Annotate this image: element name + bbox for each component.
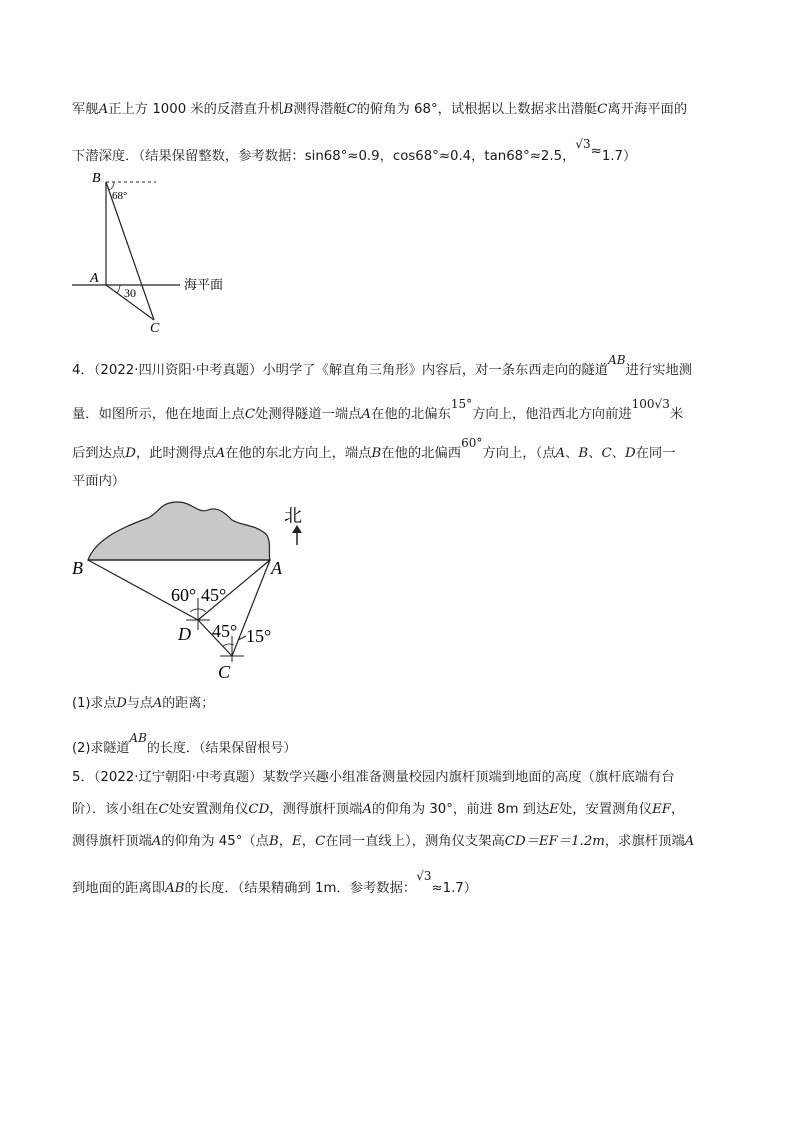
label-C: C	[218, 662, 231, 682]
var-E: E	[549, 802, 559, 817]
text: (2)求隧道	[72, 741, 130, 756]
text: 的距离；	[162, 696, 215, 711]
text: 进行实地测	[625, 363, 693, 378]
text: 下潜深度．（结果保留整数，参考数据：sin68°≈0.9，cos68°≈0.4，tan68°≈2.5，	[72, 149, 576, 164]
text: 的俯角为 68°，试根据以上数据求出潜艇	[356, 102, 598, 117]
var-D: D	[116, 696, 127, 711]
var-C: C	[346, 102, 357, 117]
var-C: C	[597, 102, 608, 117]
q3-line2	[72, 137, 637, 167]
q5-line1	[72, 768, 675, 788]
text: 量．如图所示，他在地面上点	[72, 407, 245, 422]
q5-line3	[72, 832, 694, 852]
var-A: A	[98, 102, 109, 117]
text: ，	[671, 802, 685, 817]
q4-sub2	[72, 731, 297, 759]
q4-sub1	[72, 694, 214, 714]
text: 处测得隧道一端点	[255, 407, 362, 422]
text: ≈1.7）	[431, 881, 478, 896]
text: 的仰角为 45°（点	[161, 834, 269, 849]
text: 在他的北偏东	[371, 407, 451, 422]
angle-68-arc	[109, 182, 114, 190]
north-arrow-icon	[292, 525, 302, 533]
var-A: A	[362, 802, 372, 817]
label-angle-45-top: 45°	[201, 585, 227, 605]
label-D: D	[178, 624, 191, 644]
label-angle-60: 60°	[171, 585, 197, 605]
label-A: A	[90, 271, 99, 286]
text: 在他的北偏西	[381, 446, 462, 461]
sqrt3: √3	[575, 137, 591, 151]
label-north: 北	[284, 506, 302, 526]
q5-line2	[72, 800, 684, 820]
text: 方向上，他沿西北方向前进	[472, 407, 632, 422]
text: 的长度．（结果保留根号）	[146, 741, 297, 756]
label-angle-68: 68°	[112, 190, 128, 202]
var-EF: EF	[652, 802, 672, 817]
var-AB: AB	[608, 353, 626, 367]
q4-line2	[72, 397, 684, 425]
var-B: B	[578, 446, 589, 461]
sep: 、	[565, 446, 579, 461]
distance-value: 100√3	[631, 397, 670, 411]
text: ，此时测得点	[135, 446, 216, 461]
var-A: A	[555, 446, 566, 461]
var-AB: AB	[165, 881, 185, 896]
q4-figure	[68, 500, 318, 686]
sqrt3: √3	[416, 869, 432, 883]
var-A: A	[215, 446, 226, 461]
text: 测得潜艇	[293, 102, 347, 117]
text: 的仰角为 30°，前进 8m 到达	[371, 802, 550, 817]
var-C: C	[158, 802, 169, 817]
text: 测得旗杆顶端	[72, 834, 152, 849]
text: 处，安置测角仪	[559, 802, 653, 817]
var-B: B	[268, 834, 279, 849]
q5-line4	[72, 869, 478, 899]
angle-15: 15°	[450, 397, 473, 411]
text: 离开海平面的	[607, 102, 688, 117]
text: 在他的东北方向上，端点	[225, 446, 372, 461]
approx-sign: ≈	[590, 144, 602, 159]
text: 军舰	[72, 102, 99, 117]
text: (1)求点	[72, 696, 117, 711]
var-A: A	[151, 834, 162, 849]
text: 5．（2022·辽宁朝阳·中考真题）某数学兴趣小组准备测量校园内旗杆顶端到地面的高度（旗杆底端有台	[72, 770, 675, 785]
label-angle-15: 15°	[246, 626, 272, 646]
text: 的长度．（结果精确到 1m．参考数据：	[184, 881, 417, 896]
text: 正上方 1000 米的反潜直升机	[108, 102, 284, 117]
var-E: E	[292, 834, 302, 849]
var-CD: CD	[248, 802, 270, 817]
text: 在同一	[635, 446, 676, 461]
label-angle-30: 30	[124, 286, 136, 300]
var-A: A	[684, 834, 695, 849]
var-A: A	[152, 696, 163, 711]
text: 阶）．该小组在	[72, 802, 159, 817]
var-C: C	[315, 834, 326, 849]
angle-30-arc	[117, 285, 120, 293]
text: 方向上，（点	[482, 446, 556, 461]
label-A: A	[271, 558, 282, 578]
var-D: D	[125, 446, 136, 461]
sep: 、	[588, 446, 602, 461]
q3-line1	[72, 100, 687, 120]
text: ，测得旗杆顶端	[269, 802, 363, 817]
var-B: B	[371, 446, 382, 461]
text: ，求旗杆顶端	[604, 834, 685, 849]
q4-line3	[72, 436, 676, 464]
text: 在同一直线上），测角仪支架高	[325, 834, 505, 849]
tunnel-mountain	[88, 502, 270, 560]
sep: ，	[278, 834, 293, 849]
text: 与点	[126, 696, 153, 711]
label-B: B	[72, 558, 83, 578]
label-sea-level: 海平面	[184, 277, 224, 292]
text: 到地面的距离即	[72, 881, 166, 896]
q4-line1	[72, 353, 693, 381]
var-B: B	[283, 102, 294, 117]
equation-height: CD＝EF＝1.2m	[504, 834, 605, 849]
sep: ，	[301, 834, 316, 849]
angle-60: 60°	[461, 436, 483, 450]
q3-figure	[68, 166, 238, 338]
text: 处安置测角仪	[168, 802, 249, 817]
q4-line4	[72, 472, 125, 492]
text: 平面内）	[72, 474, 126, 489]
sep: 、	[611, 446, 625, 461]
var-A: A	[361, 407, 372, 422]
text: 后到达点	[72, 446, 126, 461]
label-angle-45-bottom: 45°	[212, 621, 238, 641]
text: 米	[669, 407, 684, 422]
text: 4．（2022·四川资阳·中考真题）小明学了《解直角三角形》内容后，对一条东西走向的隧道	[72, 363, 609, 378]
var-AB: AB	[129, 731, 147, 745]
label-C: C	[150, 321, 160, 336]
label-B: B	[92, 171, 101, 186]
text: 1.7）	[601, 149, 637, 164]
var-C: C	[244, 407, 256, 422]
var-C: C	[601, 446, 612, 461]
var-D: D	[624, 446, 636, 461]
